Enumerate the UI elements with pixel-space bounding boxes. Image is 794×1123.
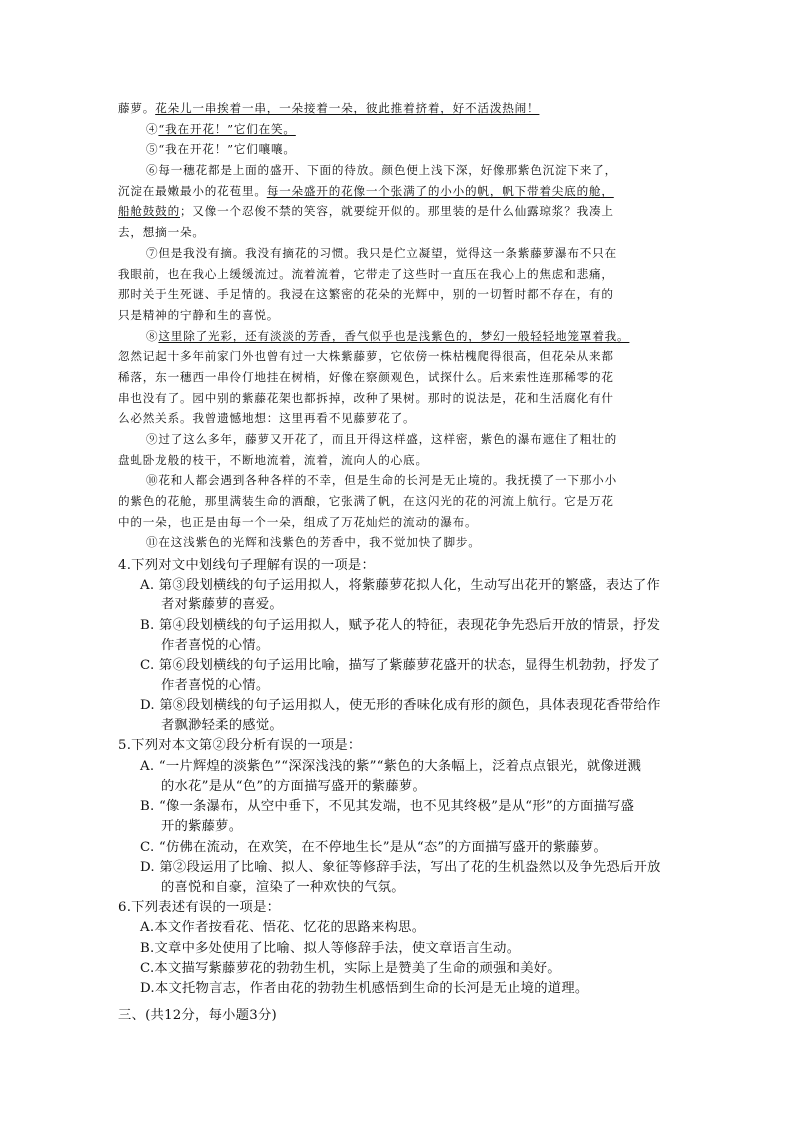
passage-text: 去，想摘一朵。: [118, 225, 205, 240]
passage-text: 稀落，东一穗西一串伶仃地挂在树梢，好像在察颜观色，试探什么。后来索性连那稀零的花: [118, 369, 614, 384]
underlined-sentence: 花朵儿一串挨着一串，一朵接着一朵，彼此推着挤着，好不活泼热闹！: [155, 101, 540, 115]
option-4a: A. 第③段划横线的句子运用拟人，将紫藤萝花拟人化，生动写出花开的繁盛，表达了作: [140, 578, 661, 593]
passage-line: [118, 326, 678, 347]
section-3-heading: 三、(共12分，每小题3分): [118, 1008, 277, 1023]
passage-line: [118, 160, 678, 181]
option-5a-cont: 的水花”是从“色”的方面描写盛开的紫藤萝。: [161, 779, 426, 794]
question-4-stem: 4.下列对文中划线句子理解有误的一项是：: [118, 558, 376, 573]
passage-text: ⑪在这浅紫色的光辉和浅紫色的芳香中，我不觉加快了脚步。: [146, 535, 481, 550]
passage-line: [118, 367, 678, 388]
option-6b: B.文章中多处使用了比喻、拟人等修辞手法，使文章语言生动。: [140, 941, 521, 956]
option-4b: B. 第④段划横线的句子运用拟人，赋予花人的特征，表现花争先恐后开放的情景，抒发: [140, 618, 661, 633]
option-5d: D. 第②段运用了比喻、拟人、象征等修辞手法，写出了花的生机盎然以及争先恐后开放: [140, 860, 661, 875]
passage-line: [118, 181, 678, 202]
passage-line: [118, 243, 678, 264]
passage-line: [118, 491, 678, 512]
option-4d-cont: 者飘渺轻柔的感觉。: [161, 718, 283, 733]
option-5b: B. “像一条瀑布，从空中垂下，不见其发端，也不见其终极”是从“形”的方面描写盛: [140, 799, 635, 814]
passage-line: [118, 284, 678, 305]
option-5b-cont: 开的紫藤萝。: [161, 819, 243, 834]
passage-text: ⑤“我在开花！”它们嚷嚷。: [146, 142, 296, 157]
passage-line: [118, 470, 678, 491]
passage-line: [118, 429, 678, 450]
passage-line: [118, 201, 678, 222]
passage-text: 的紫色的花舱，那里满装生命的酒酿，它张满了帆，在这闪光的花的河流上航行。它是万花: [118, 494, 614, 509]
passage-text: 我眼前，也在我心上缓缓流过。流着流着，它带走了这些时一直压在我心上的焦虑和悲痛，: [118, 266, 614, 281]
passage-line: [118, 450, 678, 471]
passage-text: 沉淀在最嫩最小的花苞里。: [118, 183, 267, 198]
passage-line: [118, 119, 678, 140]
option-5d-cont: 的喜悦和自豪，渲染了一种欢快的气氛。: [161, 880, 405, 895]
question-5-stem: 5.下列对本文第②段分析有误的一项是：: [118, 738, 362, 753]
underlined-sentence: “我在开花！”它们在笑。: [158, 121, 296, 136]
option-5a: A. “一片辉煌的淡紫色”“深深浅浅的紫”“紫色的大条幅上，泛着点点银光，就像迸溅: [140, 759, 642, 774]
question-6-stem: 6.下列表述有误的一项是：: [118, 900, 281, 915]
option-5c: C. “仿佛在流动，在欢笑，在不停地生长”是从“态”的方面描写盛开的紫藤萝。: [140, 840, 608, 855]
option-4d: D. 第⑧段划横线的句子运用拟人，使无形的香味化成有形的颜色，具体表现花香带给作: [140, 698, 661, 713]
passage-line: [118, 139, 678, 160]
underlined-sentence: 每一朵盛开的花像一个张满了的小小的帆，帆下带着尖底的舱，: [266, 183, 614, 198]
passage-line: [118, 408, 678, 429]
passage-text: ⑥每一穗花都是上面的盛开、下面的待放。颜色便上浅下深，好像那紫色沉淀下来了，: [146, 163, 617, 178]
reading-passage: [118, 98, 678, 553]
passage-text: 么必然关系。我曾遗憾地想：这里再看不见藤萝花了。: [118, 411, 416, 426]
option-4c-cont: 作者喜悦的心情。: [161, 678, 270, 693]
passage-text: 藤萝。: [118, 101, 156, 115]
option-6c: C.本文描写紫藤萝花的勃勃生机，实际上是赞美了生命的顽强和美好。: [140, 961, 561, 976]
passage-text: 那时关于生死谜、手足情的。我浸在这繁密的花朵的光辉中，别的一切暂时都不存在，有的: [118, 287, 614, 302]
option-4a-cont: 者对紫藤萝的喜爱。: [161, 597, 283, 612]
passage-text: ⑧: [146, 328, 159, 343]
passage-line: [118, 305, 678, 326]
passage-line: [118, 98, 678, 119]
passage-line: [118, 222, 678, 243]
passage-text: ⑩花和人都会遇到各种各样的不幸，但是生命的长河是无止境的。我抚摸了一下那小小: [146, 473, 617, 488]
passage-text: ④: [146, 121, 159, 136]
underlined-sentence: 这里除了光彩，还有淡淡的芳香，香气似乎也是浅紫色的，梦幻一般轻轻地笼罩着我。: [158, 328, 630, 343]
passage-text: 忽然记起十多年前家门外也曾有过一大株紫藤萝，它依傍一株枯槐爬得很高，但花朵从来都: [118, 349, 614, 364]
option-6d: D.本文托物言志，作者由花的勃勃生机感悟到生命的长河是无止境的道理。: [140, 981, 589, 996]
passage-text: 串也没有了。园中别的紫藤花架也都拆掉，改种了果树。那时的说法是，花和生活腐化有什: [118, 390, 614, 405]
underlined-sentence: 船舱鼓鼓的: [118, 204, 180, 219]
option-4c: C. 第⑥段划横线的句子运用比喻，描写了紫藤萝花盛开的状态，显得生机勃勃，抒发了: [140, 658, 661, 673]
passage-text: ⑦但是我没有摘。我没有摘花的习惯。我只是伫立凝望，觉得这一条紫藤萝瀑布不只在: [146, 245, 617, 260]
passage-line: [118, 532, 678, 553]
passage-line: [118, 346, 678, 367]
passage-text: 只是精神的宁静和生的喜悦。: [118, 307, 280, 322]
passage-text: 盘虬卧龙般的枝干，不断地流着，流着，流向人的心底。: [118, 452, 428, 467]
passage-text: ；又像一个忍俊不禁的笑容，就要绽开似的。那里装的是什么仙露琼浆？我凑上: [179, 204, 614, 219]
passage-line: [118, 264, 678, 285]
passage-text: ⑨过了这么多年，藤萝又开花了，而且开得这样盛，这样密，紫色的瀑布遮住了粗壮的: [146, 432, 617, 446]
option-4b-cont: 作者喜悦的心情。: [161, 638, 270, 653]
passage-text: 中的一朵，也正是由每一个一朵，组成了万花灿烂的流动的瀑布。: [118, 514, 478, 529]
option-6a: A.本文作者按看花、悟花、忆花的思路来构思。: [140, 920, 426, 935]
passage-line: [118, 512, 678, 533]
passage-line: [118, 388, 678, 409]
